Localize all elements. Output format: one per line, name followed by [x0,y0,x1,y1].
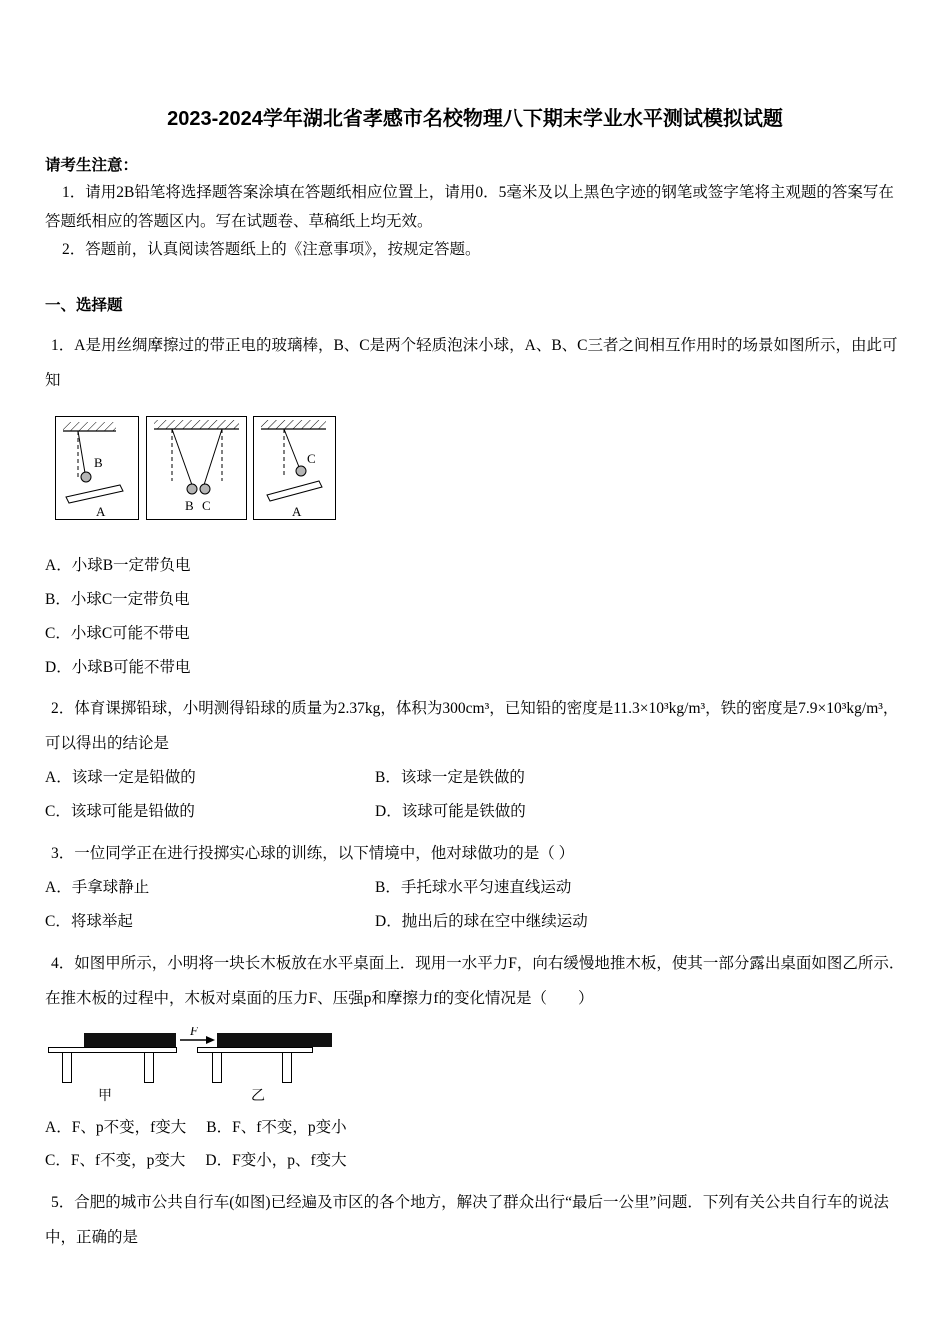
q1-option-a: A．小球B一定带负电 [45,556,191,574]
notice-item-1: 1．请用2B铅笔将选择题答案涂填在答题纸相应位置上，请用0．5毫米及以上黑色字迹的钢笔或签字笔将主观题的答案写在答题纸相应的答题区内。写在试题卷、草稿纸上均无效。 [45,184,894,230]
question-5-stem: 5．合肥的城市公共自行车(如图)已经遍及市区的各个地方，解决了群众出行“最后一公里”问题．下列有关公共自行车的说法中，正确的是 [45,1194,889,1247]
fig-yi [180,1027,332,1104]
caption-yi: 乙 [251,1088,265,1104]
rod-a-label: A [292,503,302,519]
notice-header: 请考生注意： [45,157,139,174]
q3-option-d: D．抛出后的球在空中继续运动 [375,912,588,930]
ball-b [81,472,91,482]
ceiling-hatch [63,422,116,431]
ball-c [296,466,306,476]
q3-option-c: C．将球举起 [45,912,133,930]
tabletop [198,1047,313,1052]
question-2-stem: 2．体育课掷铅球，小明测得铅球的质量为2.37kg，体积为300cm³，已知铅的密度是11.3×10³kg/m³，铁的密度是7.9×10³kg/m³，可以得出的结论是 [45,700,899,753]
board [84,1033,176,1047]
q3-options-row-2 [45,912,905,933]
notice-item-2: 2．答题前，认真阅读答题纸上的《注意事项》，按规定答题。 [62,241,481,259]
question-1-stem: 1．A是用丝绸摩擦过的带正电的玻璃棒，B、C是两个轻质泡沫小球，A、B、C三者之间相互作用时的场景如图所示，由此可知 [45,337,898,389]
question-4-stem: 4．如图甲所示，小明将一块长木板放在水平桌面上．现用一水平力F，向右缓慢地推木板，使其一部分露出桌面如图乙所示．在推木板的过程中，木板对桌面的压力F、压强p和摩擦力f的变化情况是（ ） [45,954,905,1007]
ball-c-label: C [307,450,316,466]
ball-b-label: B [185,497,194,513]
q4-option-a: A．F、p不变，f变大 [45,1118,187,1136]
fig-box-3 [254,416,336,519]
ball-c [200,484,210,494]
table-leg [145,1052,154,1082]
q4-option-b: B．F、f不变，p变小 [206,1118,347,1136]
q2-option-b: B．该球一定是铁做的 [375,769,525,787]
q1-option-d: D．小球B可能不带电 [45,658,191,676]
fig-box-2 [147,416,247,519]
table-leg [63,1052,72,1082]
q2-options-row-1 [45,768,905,789]
question-1-figure [54,413,905,528]
q2-option-c: C．该球可能是铅做的 [45,803,195,821]
table-leg [213,1052,222,1082]
q3-option-a: A．手拿球静止 [45,878,150,896]
q2-option-d: D．该球可能是铁做的 [375,803,526,821]
q4-option-c: C．F、f不变，p变大 [45,1152,186,1170]
caption-jia: 甲 [98,1088,112,1104]
question-4 [45,947,905,1173]
table-leg [283,1052,292,1082]
q3-option-b: B．手托球水平匀速直线运动 [375,878,572,896]
question-5 [45,1186,905,1256]
q1-option-b: B．小球C一定带负电 [45,590,190,608]
fig-jia [49,1033,177,1104]
fig-box-1 [56,416,139,519]
force-arrowhead [206,1036,215,1044]
tabletop [49,1047,177,1052]
rod-a-label: A [96,503,106,519]
q2-option-a: A．该球一定是铅做的 [45,769,196,787]
pendulum-diagram [54,413,339,523]
q2-options-row-2 [45,802,905,823]
q4-options-row-2 [45,1151,905,1172]
page-title: 2023-2024学年湖北省孝感市名校物理八下期末学业水平测试模拟试题 [167,108,783,130]
question-1 [45,329,905,678]
q1-option-c: C．小球C可能不带电 [45,624,190,642]
question-2 [45,692,905,823]
question-3-stem: 3．一位同学正在进行投掷实心球的训练，以下情境中，他对球做功的是（ ） [51,845,575,863]
q4-option-d: D．F变小，p、f变大 [205,1152,347,1170]
ball-c-label: C [202,497,211,513]
ceiling-hatch [261,420,326,429]
question-4-figure [46,1027,905,1110]
ball-b [187,484,197,494]
board [217,1033,332,1047]
ceiling-hatch [154,420,239,429]
q4-options-row-1 [45,1118,905,1139]
force-label: F [190,1026,198,1038]
question-3 [45,837,905,933]
ball-b-label: B [94,454,103,470]
section-title-choice: 一、选择题 [45,297,123,315]
q3-options-row-1 [45,878,905,899]
board-table-diagram [46,1027,376,1105]
